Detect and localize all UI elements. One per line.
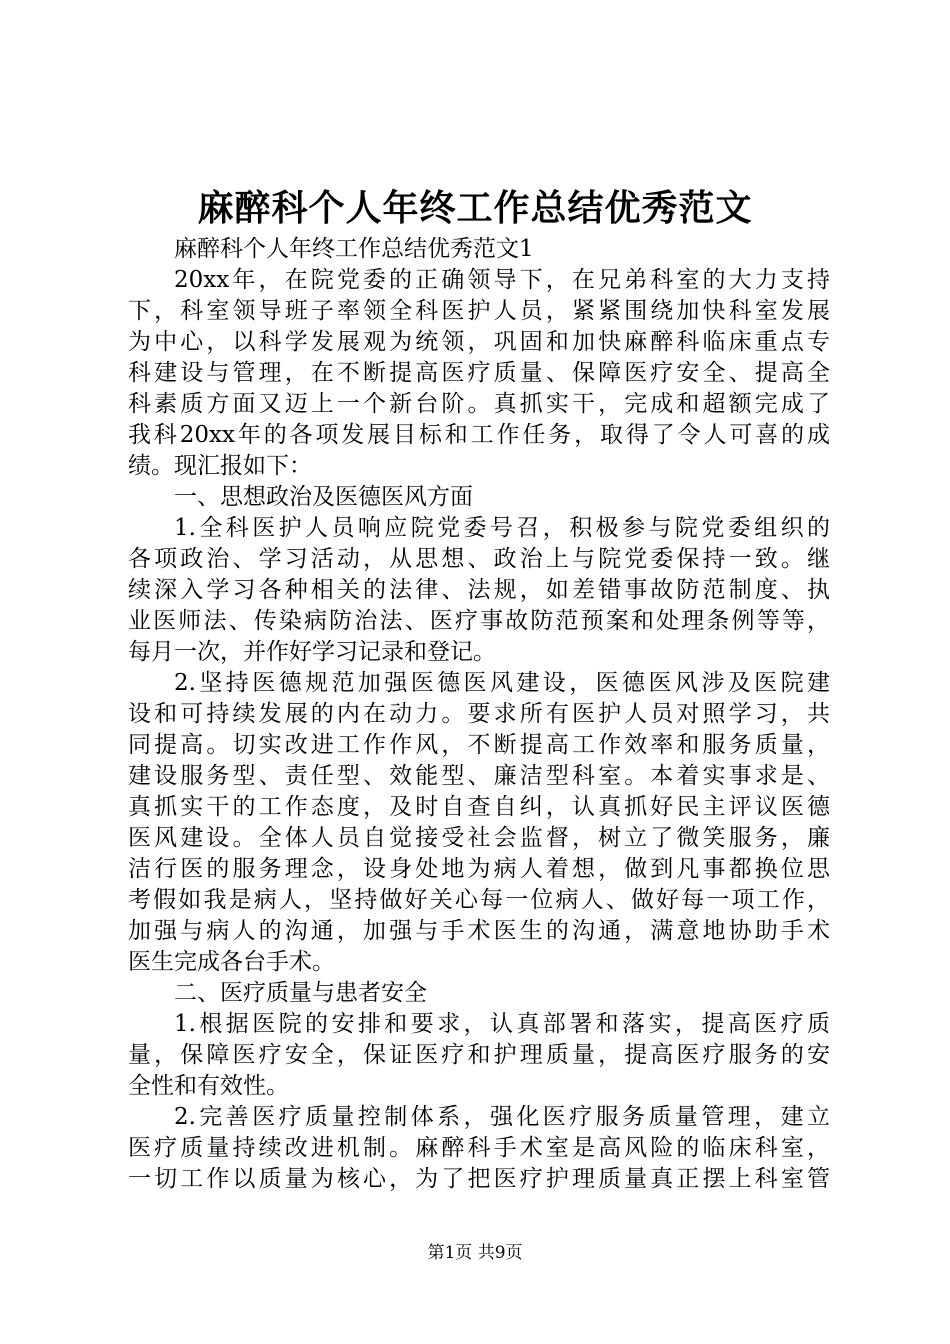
text-line: 医生完成各台手术。 (128, 949, 335, 975)
text-line: 科建设与管理，在不断提高医疗质量、保障医疗安全、提高全 (128, 360, 830, 386)
text-line: 我科20xx年的各项发展目标和工作任务，取得了令人可喜的成 (128, 422, 830, 448)
text-line: 真抓实干的工作态度，及时自查自纠，认真抓好民主评议医德 (128, 794, 830, 820)
text-line: 同提高。切实改进工作作风，不断提高工作效率和服务质量， (128, 732, 830, 758)
text-line: 加强与病人的沟通，加强与手术医生的沟通，满意地协助手术 (128, 918, 830, 944)
text-line: 设和可持续发展的内在动力。要求所有医护人员对照学习，共 (128, 701, 830, 727)
text-line: 建设服务型、责任型、效能型、廉洁型科室。本着实事求是、 (128, 763, 830, 789)
page-footer: 第1页 共9页 (427, 1243, 523, 1263)
text-line: 科素质方面又迈上一个新台阶。真抓实干，完成和超额完成了 (128, 391, 830, 417)
text-line: 一、思想政治及医德医风方面 (174, 484, 473, 510)
text-line: 全性和有效性。 (128, 1073, 289, 1099)
text-line: 20xx年，在院党委的正确领导下，在兄弟科室的大力支持 (174, 267, 830, 293)
text-line: 二、医疗质量与患者安全 (174, 980, 427, 1006)
text-line: 量，保障医疗安全，保证医疗和护理质量，提高医疗服务的安 (128, 1042, 830, 1068)
text-line: 洁行医的服务理念，设身处地为病人着想，做到凡事都换位思 (128, 856, 830, 882)
text-line: 各项政治、学习活动，从思想、政治上与院党委保持一致。继 (128, 546, 830, 572)
text-line: 业医师法、传染病防治法、医疗事故防范预案和处理条例等等， (128, 608, 830, 634)
text-line: 医风建设。全体人员自觉接受社会监督，树立了微笑服务，廉 (128, 825, 830, 851)
text-line: 2.坚持医德规范加强医德医风建设，医德医风涉及医院建 (174, 670, 830, 696)
text-line: 一切工作以质量为核心，为了把医疗护理质量真正摆上科室管 (128, 1166, 830, 1192)
text-line: 麻醉科个人年终工作总结优秀范文1 (174, 236, 534, 262)
text-line: 为中心，以科学发展观为统领，巩固和加快麻醉科临床重点专 (128, 329, 830, 355)
text-line: 绩。现汇报如下： (128, 453, 312, 479)
document-title: 麻醉科个人年终工作总结优秀范文 (197, 187, 753, 229)
text-line: 下，科室领导班子率领全科医护人员，紧紧围绕加快科室发展 (128, 298, 830, 324)
text-line: 每月一次，并作好学习记录和登记。 (128, 639, 496, 665)
document-body (128, 234, 830, 1195)
text-line: 1.根据医院的安排和要求，认真部署和落实，提高医疗质 (174, 1011, 830, 1037)
text-line: 考假如我是病人，坚持做好关心每一位病人、做好每一项工作， (128, 887, 830, 913)
text-line: 2.完善医疗质量控制体系，强化医疗服务质量管理，建立 (174, 1104, 830, 1130)
text-line: 1.全科医护人员响应院党委号召，积极参与院党委组织的 (174, 515, 830, 541)
text-line: 医疗质量持续改进机制。麻醉科手术室是高风险的临床科室， (128, 1135, 830, 1161)
text-line: 续深入学习各种相关的法律、法规，如差错事故防范制度、执 (128, 577, 830, 603)
